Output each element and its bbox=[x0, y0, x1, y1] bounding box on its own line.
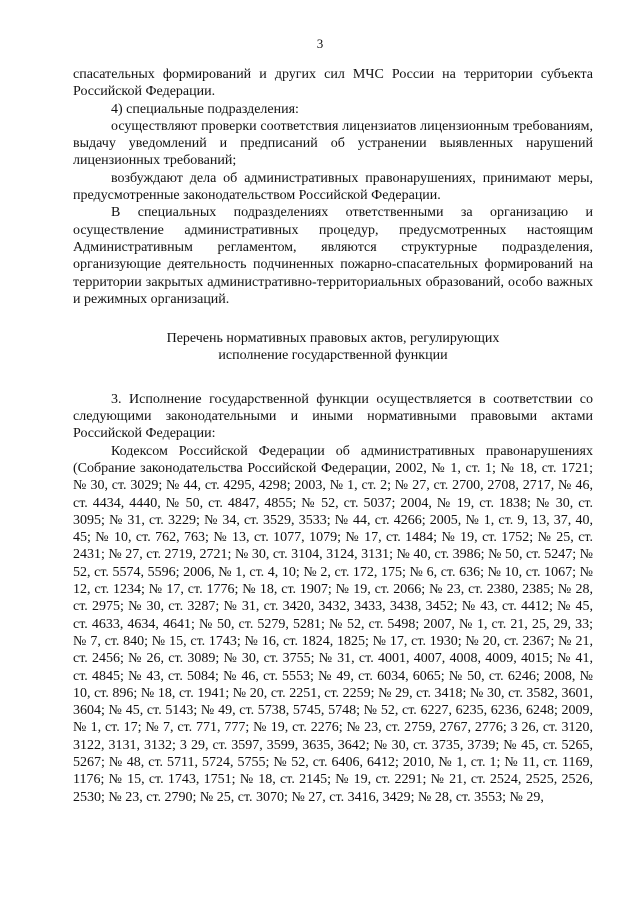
page-number: 3 bbox=[316, 36, 324, 51]
section-heading-line1: Перечень нормативных правовых актов, регулирующих bbox=[166, 331, 500, 347]
section-heading bbox=[73, 330, 593, 365]
paragraph-continuation: спасательных формирований и других сил МЧС России на территории субъекта Российской Федерации. bbox=[73, 67, 593, 100]
paragraph-cases: возбуждают дела об административных правонарушениях, принимают меры, предусмотренные законодательством Российской Федерации. bbox=[73, 170, 593, 204]
paragraph-responsible: В специальных подразделениях ответственными за организацию и осуществление административных процедур, предусмотренных настоящим Административным регламентом, являются структурные подразделения, организующие деятельность подчиненных пожарно-спасательных формирований на территории закрытых административно-территориальных образований, особо важных и режимных организаций. bbox=[73, 205, 593, 307]
paragraph-code-citation: Кодексом Российской Федерации об административных правонарушениях (Собрание законодательства Российской Федерации, 2002, № 1, ст. 1; № 18, ст. 1721; № 30, ст. 3029; № 44, ст. 4295, 4298; 2003, № 1, ст. 2; № 27, ст. 2700, 2708, 2717, № 46, ст. 4434, 4440, № 50, ст. 4847, 4855; № 52, ст. 5037; 2004, № 19, ст. 1838; № 30, ст. 3095; № 31, ст. 3229; № 34, ст. 3529, 3533; № 44, ст. 4266; 2005, № 1, ст. 9, 13, 37, 40, 45; № 10, ст. 762, 763; № 13, ст. 1077, 1079; № 17, ст. 1484; № 19, ст. 1752; № 25, ст. 2431; № 27, ст. 2719, 2721; № 30, ст. 3104, 3124, 3131; № 40, ст. 3986; № 50, ст. 5247; № 52, ст. 5574, 5596; 2006, № 1, ст. 4, 10; № 2, ст. 172, 175; № 6, ст. 636; № 10, ст. 1067; № 12, ст. 1234; № 17, ст. 1776; № 18, ст. 1907; № 19, ст. 2066; № 23, ст. 2380, 2385; № 28, ст. 2975; № 30, ст. 3287; № 31, ст. 3420, 3432, 3433, 3438, 3452; № 43, ст. 4412; № 45, ст. 4633, 4634, 4641; № 50, ст. 5279, 5281; № 52, ст. 5498; 2007, № 1, ст. 21, 25, 29, 33; № 7, ст. 840; № 15, ст. 1743; № 16, ст. 1824, 1825; № 17, ст. 1930; № 20, ст. 2367; № 21, ст. 2456; № 26, ст. 3089; № 30, ст. 3755; № 31, ст. 4001, 4007, 4008, 4009, 4015; № 41, ст. 4845; № 43, ст. 5084; № 46, ст. 5553; № 49, ст. 6034, 6065; № 50, ст. 6246; 2008, № 10, ст. 896; № 18, ст. 1941; № 20, ст. 2251, ст. 2259; № 29, ст. 3418; № 30, ст. 3582, 3601, 3604; № 45, ст. 5143; № 49, ст. 5738, 5745, 5748; № 52, ст. 6227, 6235, 6236, 6248; 2009, № 1, ст. 17; № 7, ст. 771, 777; № 19, ст. 2276; № 23, ст. 2759, 2767, 2776; 3 26, ст. 3120, 3122, 3131, 3132; 3 29, ст. 3597, 3599, 3635, 3642; № 30, ст. 3735, 3739; № 45, ст. 5265, 5267; № 48, ст. 5711, 5724, 5755; № 52, ст. 6406, 6412; 2010, № 1, ст. 1; № 11, ст. 1169, 1176; № 15, ст. 1743, 1751; № 18, ст. 2145; № 19, ст. 2291; № 21, ст. 2524, 2525, 2526, 2530; № 23, ст. 2790; № 25, ст. 3070; № 27, ст. 3416, 3429; № 28, ст. 3553; № 29, bbox=[73, 443, 593, 805]
document-body bbox=[73, 66, 593, 806]
paragraph-section-3: 3. Исполнение государственной функции осуществляется в соответствии со следующими законодательными и иными нормативными правовыми актами Российской Федерации: bbox=[73, 391, 593, 442]
paragraph-inspections: осуществляют проверки соответствия лицензиатов лицензионным требованиям, выдачу уведомлений и предписаний об устранении выявленных нарушений лицензионных требований; bbox=[73, 118, 593, 169]
section-heading-line2: исполнение государственной функции bbox=[218, 348, 448, 364]
paragraph-special-units: 4) специальные подразделения: bbox=[111, 101, 299, 117]
